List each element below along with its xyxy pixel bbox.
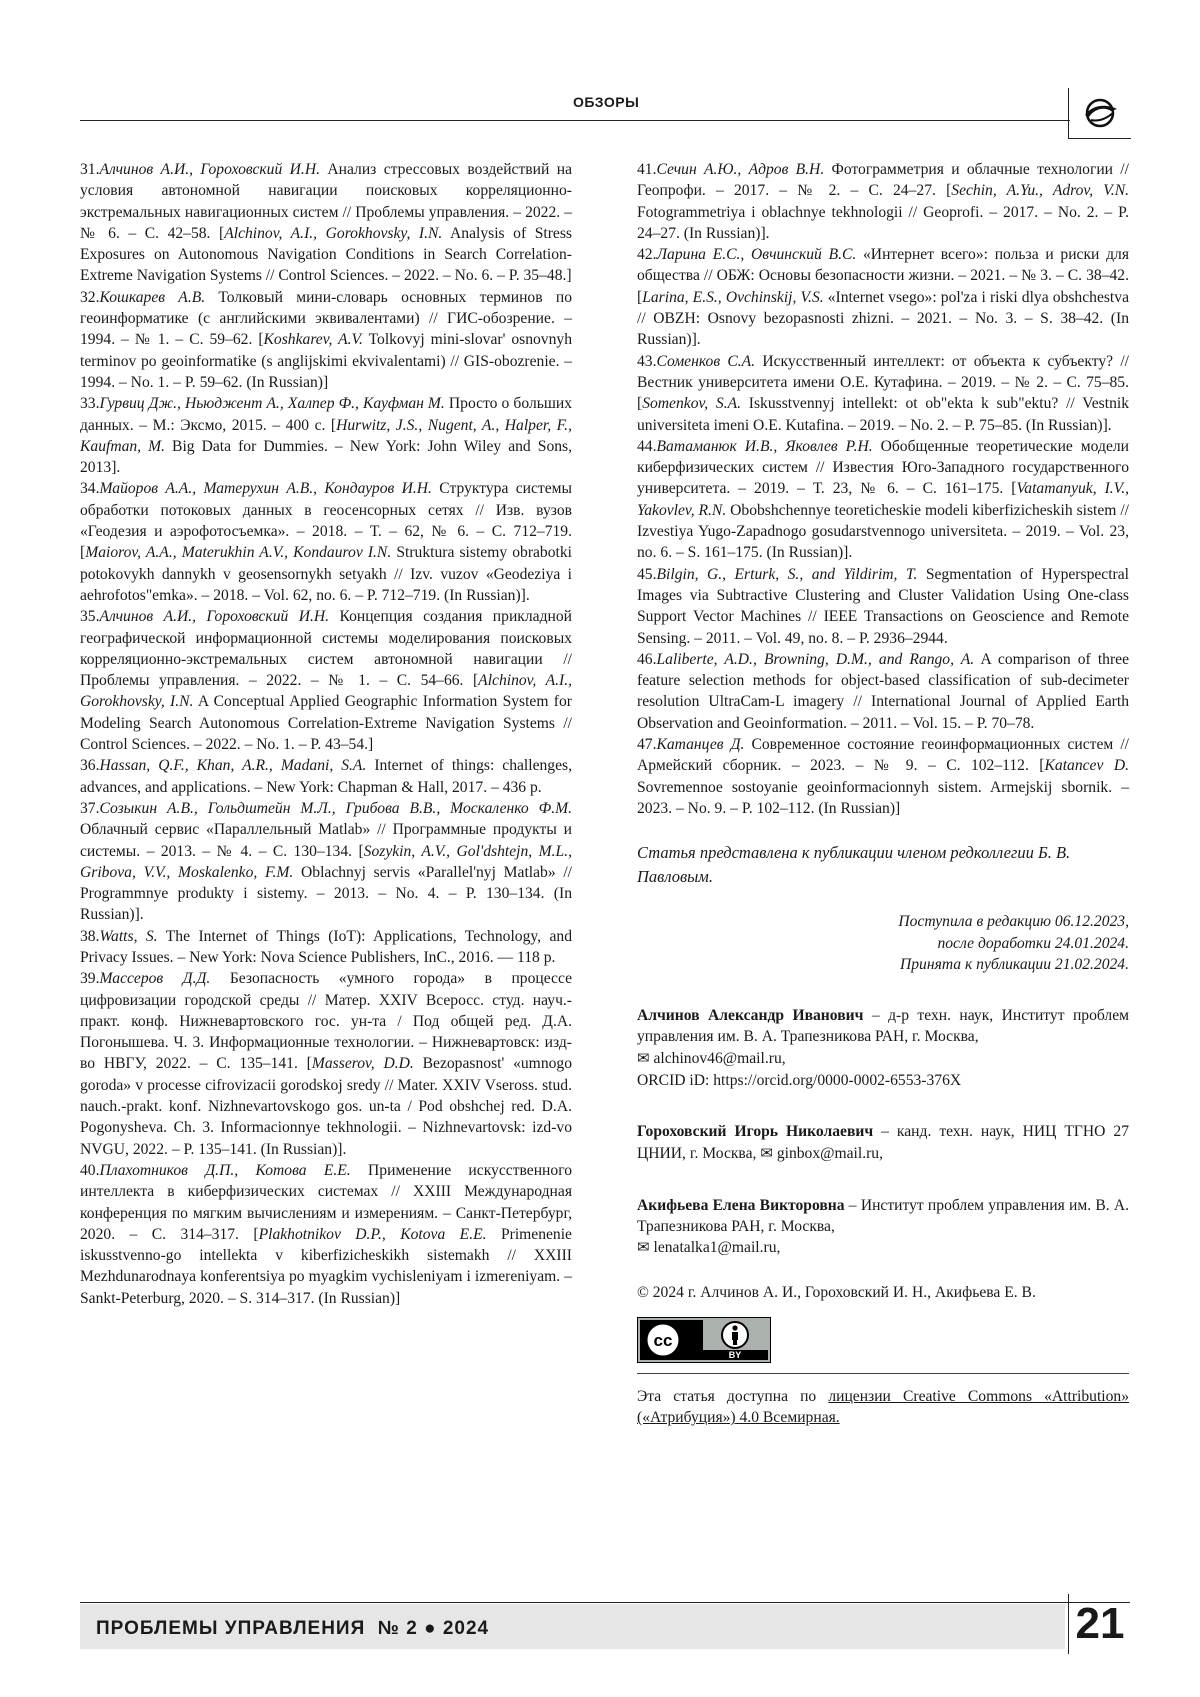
reference-text: Struktura sistemy obrabotki potokovykh dannykh v geosensornykh setyakh // Izv. vuzov «Geodeziya i aehrofotos"emka». – 2018. – Vol. 62, no. 6. – P. 712–719. (In Russian)].	[80, 544, 572, 604]
reference-authors: Созыкин А.В., Гольдштейн М.Л., Грибова В.В., Москаленко Ф.М.	[99, 799, 572, 817]
reference-number: 31.	[80, 161, 100, 178]
reference-authors: Vatamanyuk, I.V., Yakovlev, R.N.	[637, 480, 1129, 519]
reference-text: A Conceptual Applied Geographic Information System for Modeling Search Autonomous Correlation-Extreme Navigation Systems // Control Sciences. – 2022. – No. 1. – P. 43–54.]	[80, 693, 572, 754]
reference-authors: Катанцев Д.	[656, 736, 745, 754]
reference-text: Tolkovyj mini-slovar' osnovnyh terminov po geoinformatike (s anglijskimi ekvivalentami) // GIS-obozrenie. – 1994. – No. 1. – P. 59–62. (In Russian)]	[80, 331, 572, 391]
reference-number: 44.	[637, 437, 657, 455]
author-name: Акифьева Елена Викторовна	[637, 1196, 845, 1214]
journal-logo-icon	[1081, 96, 1119, 130]
reference-authors: Sechin, A.Yu., Adrov, V.N.	[951, 182, 1129, 200]
reference-authors: Масcеров Д.Д.	[99, 970, 211, 988]
reference-text: Применение искусственного интеллекта в киберфизических системах // XXIII Международная конференция по мягким вычислениям и измерениям. – Санкт-Петербург, 2020. – С. 314–317. [	[80, 1161, 572, 1243]
reference-text: Primenenie iskusstvenno-go intellekta v kiberfizicheskikh sistemakh // XXIII Mezhdunarodnaya konferentsiya po myagkim vychisleniyam i izmereniyam. – Sankt-Peterburg, 2020. – S. 314–317. (In Russian)]	[80, 1225, 572, 1307]
reference-authors: Masserov, D.D.	[311, 1055, 414, 1073]
reference-authors: Алчинов А.И., Гороховский И.Н.	[99, 161, 320, 178]
author-name: Гороховский Игорь Николаевич	[637, 1123, 874, 1141]
header-rule	[80, 120, 1070, 121]
reference-number: 45.	[637, 565, 657, 583]
reference-authors: Katancev D.	[1044, 757, 1130, 775]
footer-rule	[80, 1602, 1130, 1603]
reference-authors: Alchinov, A.I., Gorokhovsky, I.N.	[224, 224, 443, 242]
reference-authors: Bilgin, G., Erturk, S., and Yildirim, T.	[656, 565, 918, 583]
reference-number: 41.	[637, 161, 657, 178]
envelope-icon: ✉	[637, 1050, 650, 1067]
reference-item	[637, 734, 1129, 819]
reference-authors: Sozykin, A.V., Gol'dshtejn, M.L., Gribova, V.V., Moskalenko, F.M.	[80, 842, 572, 881]
copyright: © 2024 г. Алчинов А. И., Гороховский И. Н., Акифьева Е. В.	[637, 1283, 1036, 1301]
reference-number: 35.	[80, 608, 100, 626]
reference-text: Obobshchennye teoreticheskie modeli kiberfizicheskih sistem // Izvestiya Yugo-Zapadnogo gosudarstvennogo universiteta. – 2019. – Vol. 23, no. 6. – S. 161–175. (In Russian)].	[637, 501, 1130, 562]
reference-number: 43.	[637, 352, 657, 370]
reference-authors: Ватаманюк И.В., Яковлев Р.Н.	[656, 437, 873, 455]
author-orcid[interactable]: ORCID iD: https://orcid.org/0000-0002-6553-376X	[637, 1071, 962, 1089]
reference-item	[637, 244, 1129, 350]
reference-number: 46.	[637, 650, 657, 668]
reference-item	[80, 798, 572, 926]
reference-text: Big Data for Dummies. – New York: John Wiley and Sons, 2013].	[80, 437, 573, 477]
reference-item	[80, 159, 572, 287]
reference-item	[637, 351, 1129, 436]
date-revised: после доработки 24.01.2024.	[937, 934, 1129, 952]
license-divider	[637, 1373, 1129, 1374]
references-left-column	[80, 159, 572, 1309]
by-text: BY	[728, 1350, 742, 1361]
reference-authors: Larina, E.S., Ovchinskij, V.S.	[642, 288, 824, 306]
reference-item	[80, 287, 572, 393]
reference-text: Фотограмметрия и облачные технологии // Геопрофи. – 2017. – № 2. – С. 24–27. [	[637, 161, 1129, 200]
reference-text: Sovremennoe sostoyanie geoinformacionnyh sistem. Armejskij sbornik. – 2023. – No. 9. – P. 102–112. (In Russian)]	[637, 778, 1129, 817]
author-info	[637, 1195, 1129, 1260]
reference-text: Современное состояние геоинформационных систем // Армейский сборник. – 2023. – № 9. – С. 102–112. [	[637, 736, 1129, 775]
date-received: Поступила в редакцию 06.12.2023,	[898, 913, 1129, 931]
reference-text: «Интернет всего»: польза и риски для общества // ОБЖ: Основы безопасности жизни. – 2021. – № 3. – С. 38–42. [	[637, 246, 1129, 306]
reference-text: A comparison of three feature selection methods for object-based classification of sub-decimeter resolution UltraCam-L imagery // International Journal of Applied Earth Observation and Geoinformation. – 2011. – Vol. 15. – P. 70–78.	[637, 650, 1130, 732]
reference-number: 37.	[80, 799, 100, 817]
reference-number: 47.	[637, 736, 657, 754]
reference-text: Segmentation of Hyperspectral Images via Subtractive Clustering and Cluster Validation Using One-class Support Vector Machines // IEEE Transactions on Geoscience and Remote Sensing. – 2011. – Vol. 49, no. 8. – P. 2936–2944.	[637, 565, 1129, 647]
author-info	[637, 1005, 1129, 1091]
publication-dates	[637, 911, 1129, 975]
reference-item	[637, 159, 1129, 244]
reference-text: Концепция создания прикладной географической информационной системы моделирования поисковых корреляционно-экстремальных систем автономной навигации // Проблемы управления. – 2022. – № 1. – С. 54–66. [	[80, 608, 572, 690]
references-right-column	[637, 159, 1129, 1429]
reference-item	[637, 564, 1129, 649]
reference-authors: Koshkarev, A.V.	[263, 331, 363, 349]
reference-item	[80, 606, 572, 755]
author-name: Алчинов Александр Иванович	[637, 1007, 864, 1025]
cc-text: cc	[653, 1331, 673, 1351]
reference-number: 40.	[80, 1161, 100, 1179]
presented-note: Статья представлена к публикации членом редколлегии Б. В. Павловым.	[637, 843, 1071, 887]
reference-authors: Watts, S.	[99, 927, 158, 945]
journal-logo	[1068, 88, 1131, 139]
envelope-icon: ✉	[760, 1145, 773, 1162]
reference-number: 36.	[80, 757, 100, 775]
reference-authors: Алчинов А.И., Гороховский И.Н.	[99, 608, 330, 626]
reference-text: Bezopasnost' «umnogo goroda» v processe cifrovizacii gorodskoj sredy // Mater. XXIV Vseross. stud. nauch.-prakt. konf. Nizhnevartovskogo gos. un-ta / Pod obshchej red. D.A. Pogonysheva. Ch. 3. Informacionnye tekhnologii. – Nizhnevartovsk: izd-vo NVGU, 2022. – P. 135–141. (In Russian)].	[80, 1055, 573, 1158]
reference-number: 33.	[80, 395, 100, 413]
reference-authors: Ларина Е.С., Овчинский В.С.	[656, 246, 857, 264]
author-affiliation: – канд. техн. наук, НИЦ ТГНО 27 ЦНИИ, г. Москва,	[637, 1123, 1129, 1162]
reference-number: 38.	[80, 927, 100, 945]
envelope-icon: ✉	[637, 1240, 650, 1257]
license-prefix: Эта статья доступна по	[637, 1388, 829, 1406]
reference-number: 34.	[80, 480, 100, 498]
reference-text: Анализ стрессовых воздействий на условия автономной навигации поисковых корреляционно-экстремальных навигационных систем // Проблемы управления. – 2022. – № 6. – С. 42–58. [	[80, 161, 572, 242]
reference-text: Iskusstvennyj intellekt: ot ob"ekta k sub"ektu? // Vestnik universiteta imeni O.E. Kutafina. – 2019. – No. 2. – P. 75–85. (In Russian)].	[637, 395, 1129, 434]
journal-issue: ПРОБЛЕМЫ УПРАВЛЕНИЯ № 2 ● 2024	[96, 1618, 490, 1639]
reference-number: 32.	[80, 288, 100, 306]
reference-text: Просто о больших данных. – М.: Эксмо, 2015. – 400 с. [	[80, 395, 572, 434]
reference-text: Internet of things: challenges, advances, and applications. – New York: Chapman & Hall, 2017. – 436 p.	[80, 757, 572, 796]
reference-item	[80, 755, 572, 798]
author-email[interactable]: alchinov46@mail.ru,	[653, 1049, 786, 1067]
attribution-person-icon	[722, 1322, 748, 1348]
license-text	[637, 1386, 1129, 1429]
reference-text: Oblachnyj servis «Parallel'nyj Matlab» // Programmnye produkty i sistemy. – 2013. – No. 4. – P. 130–134. (In Russian)].	[80, 863, 572, 924]
reference-authors: Кошкарев А.В.	[99, 288, 206, 306]
reference-text: The Internet of Things (IoT): Applications, Technology, and Privacy Issues. – New York: Nova Science Publishers, InC., 2016. — 118 p.	[80, 927, 572, 966]
reference-authors: Гурвиц Дж., Ньюджент А., Халпер Ф., Кауфман М.	[99, 395, 445, 413]
reference-text: Fotogrammetriya i oblachnye tekhnologii // Geoprofi. – 2017. – No. 2. – P. 24–27. (In Russian)].	[637, 203, 1129, 242]
cc-by-badge[interactable]	[637, 1317, 771, 1363]
section-title: ОБЗОРЫ	[573, 94, 640, 110]
reference-authors: Майоров А.А., Матерухин А.В., Кондауров И.Н.	[99, 480, 432, 498]
reference-text: «Internet vsego»: pol'za i riski dlya obshchestva // OBZH: Osnovy bezopasnosti zhizni. – 2021. – No. 3. – S. 38–42. (In Russian)].	[637, 288, 1129, 349]
reference-item	[637, 649, 1129, 734]
author-email[interactable]: ginbox@mail.ru,	[776, 1144, 883, 1162]
reference-item	[80, 968, 572, 1160]
reference-authors: Hassan, Q.F., Khan, A.R., Madani, S.A.	[99, 757, 367, 775]
reference-authors: Соменков С.А.	[656, 352, 756, 370]
reference-item	[80, 1160, 572, 1309]
reference-item	[80, 478, 572, 606]
reference-authors: Plakhotnikov D.P., Kotova E.E.	[258, 1225, 487, 1243]
reference-item	[637, 436, 1129, 564]
reference-text: Структура системы обработки потоковых данных в геосенсорных сетях // Изв. вузов «Геодезия и аэрофотосъемка». – 2018. – Т. – 62, № 6. – С. 712–719. [	[80, 480, 573, 562]
page-number: 21	[1068, 1594, 1131, 1654]
reference-authors: Hurwitz, J.S., Nugent, A., Halper, F., Kaufman, M.	[80, 416, 572, 455]
reference-item	[80, 393, 572, 478]
author-affiliation: – Институт проблем управления им. В. А. Трапезникова РАН, г. Москва,	[637, 1196, 1129, 1236]
reference-number: 39.	[80, 970, 100, 988]
author-info	[637, 1121, 1129, 1165]
reference-text: Облачный сервис «Параллельный Matlab» // Программные продукты и системы. – 2013. – № 4. – С. 130–134. [	[80, 821, 572, 860]
reference-number: 42.	[637, 246, 657, 264]
reference-text: Безопасность «умного города» в процессе цифровизации городской среды // Матер. XXIV Всеросс. студ. науч.-практ. конф. Нижневартовского гос. ун-та / Под общей ред. Д.А. Погонышева. Ч. 3. Информационные технологии. – Нижневартовск: изд-во НВГУ, 2022. – С. 135–141. [	[80, 970, 572, 1073]
reference-text: Толковый мини-словарь основных терминов по геоинформатике (с английскими эквивалентами) // ГИС-обозрение. – 1994. – № 1. – С. 59–62. [	[80, 288, 573, 349]
reference-authors: Сечин А.Ю., Адров В.Н.	[656, 161, 825, 178]
reference-text: Analysis of Stress Exposures on Autonomous Navigation Conditions in Search Correlation-Extreme Navigation Systems // Control Sciences. – 2022. – No. 6. – P. 35–48.]	[80, 224, 572, 285]
reference-item	[80, 926, 572, 969]
reference-text: Обобщенные теоретические модели киберфизических систем // Известия Юго-Западного государственного университета. – 2019. – Т. 23, № 6. – С. 161–175. [	[637, 437, 1129, 498]
date-accepted: Принята к публикации 21.02.2024.	[899, 955, 1129, 973]
author-affiliation: – д-р техн. наук, Институт проблем управления им. В. А. Трапезникова РАН, г. Москва,	[637, 1007, 1130, 1046]
reference-text: Искусственный интеллект: от объекта к субъекту? // Вестник университета имени О.Е. Кутафина. – 2019. – № 2. – С. 75–85. [	[637, 352, 1129, 413]
author-email[interactable]: lenatalka1@mail.ru,	[653, 1239, 781, 1257]
reference-authors: Плахотников Д.П., Котова Е.Е.	[99, 1161, 351, 1179]
reference-authors: Somenkov, S.A.	[642, 395, 742, 413]
reference-authors: Maiorov, A.A., Materukhin A.V., Kondaurov I.N.	[85, 544, 392, 562]
reference-authors: Laliberte, A.D., Browning, D.M., and Rango, A.	[656, 650, 975, 668]
license-link[interactable]: лицензии Creative Commons «Attribution» («Атрибуция») 4.0 Всемирная.	[637, 1388, 1129, 1427]
reference-authors: Alchinov, A.I., Gorokhovsky, I.N.	[80, 672, 572, 711]
